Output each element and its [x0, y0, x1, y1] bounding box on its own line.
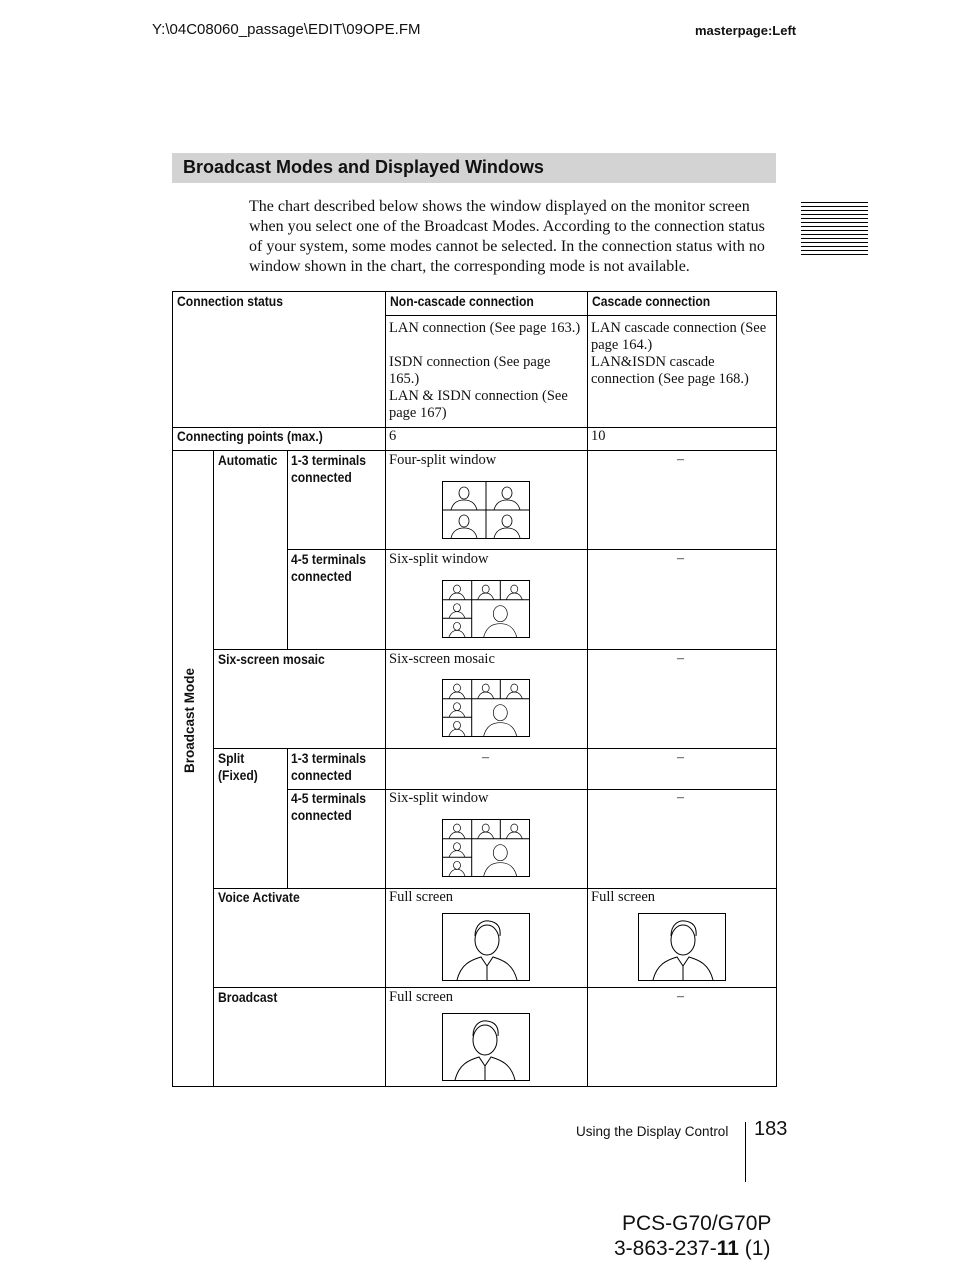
label-auto-1-3: 1-3 terminals connected: [291, 453, 366, 485]
cascade-type-lan: LAN cascade connection (See page 164.): [591, 320, 767, 353]
label-voice: Voice Activate: [218, 890, 300, 905]
dash-broadcast-cascade: –: [677, 989, 684, 1004]
window-full-voice: Full screen: [389, 889, 454, 905]
label-split-fixed: Split (Fixed): [218, 751, 258, 783]
page-number: 183: [754, 1118, 788, 1140]
part-number: [614, 1237, 770, 1261]
label-automatic: Automatic: [218, 453, 278, 468]
footer-divider: [745, 1122, 746, 1182]
part-number-revision: 11: [716, 1237, 739, 1260]
section-title: Broadcast Modes and Displayed Windows: [183, 157, 544, 177]
window-full-broadcast: Full screen: [389, 989, 454, 1005]
part-number-suffix: (1): [738, 1237, 771, 1260]
points-non-cascade: 6: [389, 428, 397, 444]
cell-automatic: [213, 450, 288, 650]
footer-section-name: Using the Display Control: [576, 1124, 729, 1139]
window-full-voice-cascade: Full screen: [591, 889, 656, 905]
dash-split-4-5-cascade: –: [677, 790, 684, 805]
window-four-split: Four-split window: [389, 452, 497, 468]
label-broadcast-mode: Broadcast Mode: [182, 667, 197, 773]
header-non-cascade: Non-cascade connection: [390, 294, 534, 309]
non-cascade-type-isdn: ISDN connection (See page 165.): [389, 354, 551, 387]
four-split-window-thumbnail: [442, 481, 530, 539]
label-mosaic: Six-screen mosaic: [218, 652, 325, 667]
cascade-type-lan-isdn: LAN&ISDN cascade connection (See page 168.): [591, 354, 749, 387]
window-mosaic: Six-screen mosaic: [389, 651, 495, 667]
chapter-tab-marker: [801, 202, 868, 256]
six-split-window-thumbnail: [442, 580, 530, 638]
masterpage-label: masterpage:Left: [695, 23, 797, 38]
header-cascade: Cascade connection: [592, 294, 711, 309]
window-six-split-auto: Six-split window: [389, 551, 489, 567]
dash-auto-1-3-cascade: –: [677, 452, 684, 467]
non-cascade-type-lan: LAN connection (See page 163.): [389, 320, 581, 336]
label-split-4-5: 4-5 terminals connected: [291, 791, 366, 823]
dash-split-1-3-non-cascade: –: [482, 750, 489, 765]
intro-paragraph: The chart described below shows the window displayed on the monitor screen when you select one of the Broadcast Modes. According to the connection status of your system, some modes cannot be selected. In the connection status with no window shown in the chart, the corresponding mode is not available.: [249, 198, 765, 275]
model-number: PCS-G70/G70P: [622, 1212, 772, 1235]
six-screen-mosaic-thumbnail: [442, 679, 530, 737]
label-auto-4-5: 4-5 terminals connected: [291, 552, 366, 584]
full-screen-voice-thumbnail: [442, 913, 530, 981]
cell-points-non-cascade: [385, 427, 588, 451]
cell-points-cascade: [587, 427, 777, 451]
dash-mosaic-cascade: –: [677, 651, 684, 666]
full-screen-broadcast-thumbnail: [442, 1013, 530, 1081]
label-broadcast: Broadcast: [218, 990, 278, 1005]
dash-split-1-3-cascade: –: [677, 750, 684, 765]
file-path: Y:\04C08060_passage\EDIT\09OPE.FM: [152, 21, 421, 38]
label-connecting-points: Connecting points (max.): [177, 429, 323, 444]
part-number-prefix: 3-863-237-: [614, 1237, 717, 1260]
dash-auto-4-5-cascade: –: [677, 551, 684, 566]
window-six-split-fixed: Six-split window: [389, 790, 489, 806]
non-cascade-type-lan-isdn: LAN & ISDN connection (See page 167): [389, 388, 568, 421]
points-cascade: 10: [591, 428, 606, 444]
six-split-fixed-thumbnail: [442, 819, 530, 877]
full-screen-voice-cascade-thumbnail: [638, 913, 726, 981]
label-split-1-3: 1-3 terminals connected: [291, 751, 366, 783]
cell-connection-status: [172, 291, 386, 428]
header-connection-status: Connection status: [177, 294, 283, 309]
